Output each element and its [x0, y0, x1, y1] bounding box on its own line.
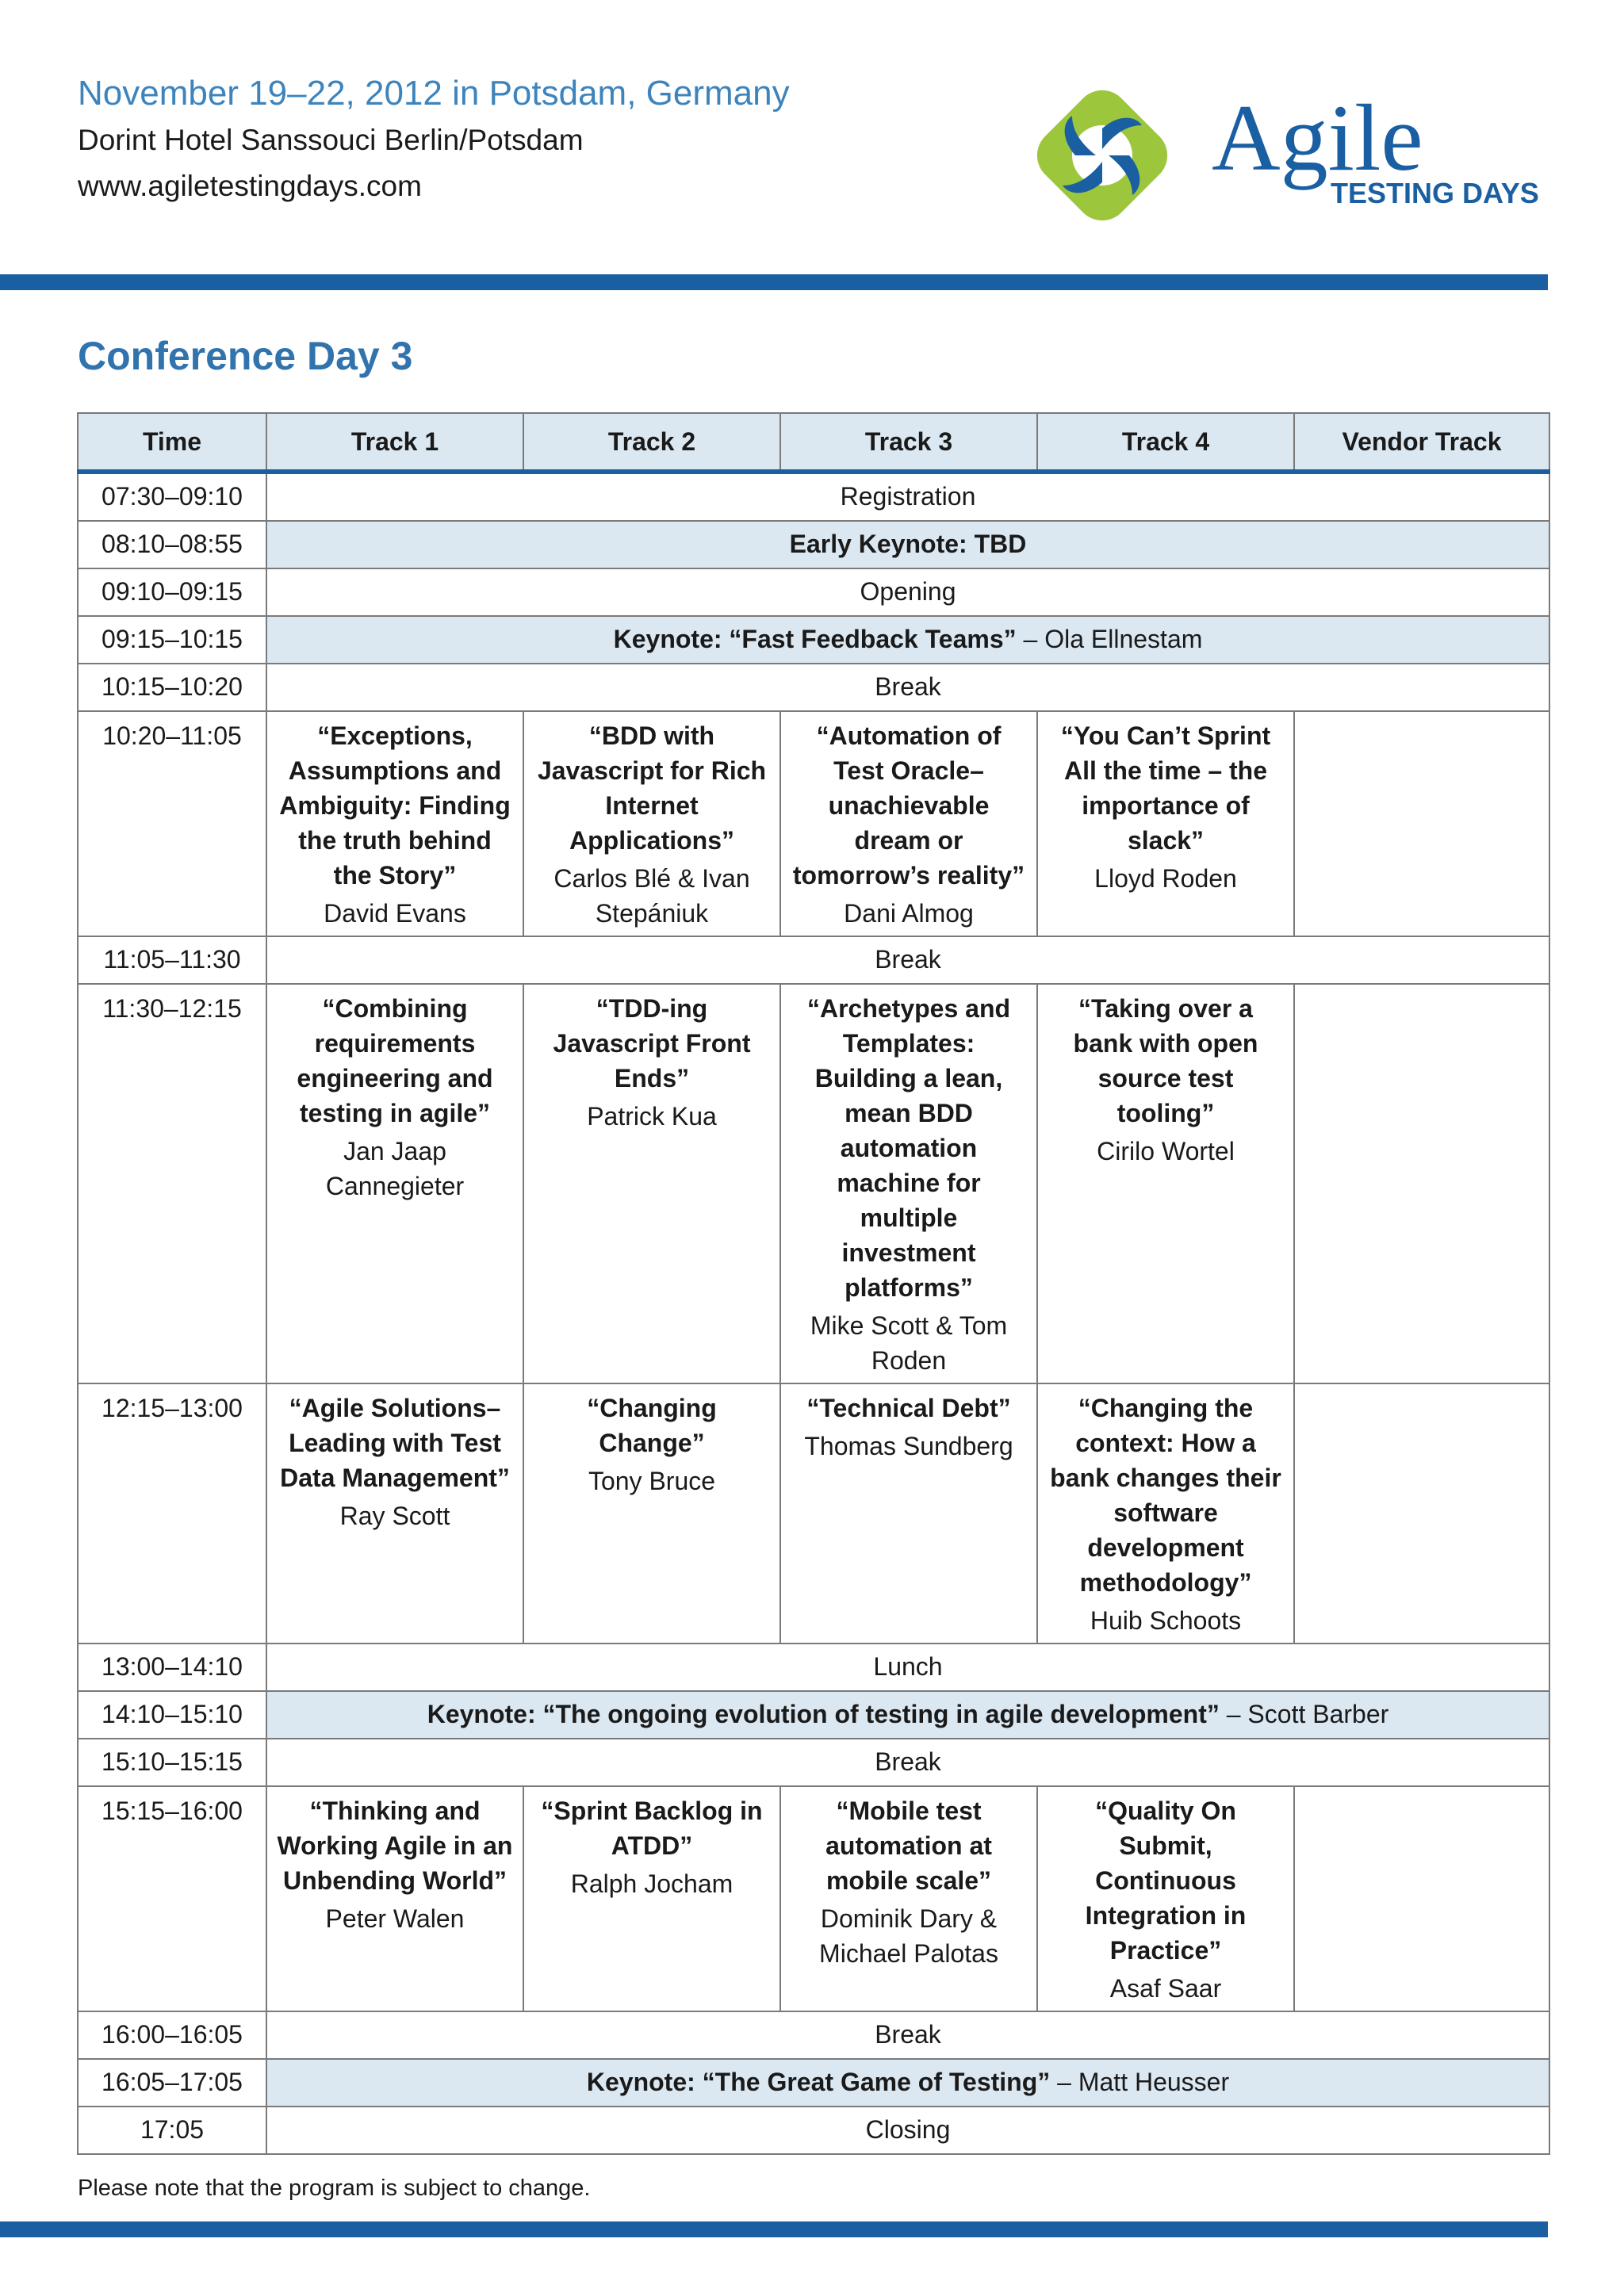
table-row	[78, 2011, 1549, 2059]
table-row	[78, 616, 1549, 664]
table-row	[78, 2107, 1549, 2154]
keynote-title: Keynote: “Fast Feedback Teams”	[613, 625, 1017, 653]
schedule-table	[77, 412, 1550, 2155]
table-row	[78, 472, 1549, 521]
talk-cell-track-1	[266, 1383, 523, 1644]
time-cell: 10:15–10:20	[78, 664, 266, 711]
talk-speaker: Huib Schoots	[1090, 1606, 1242, 1635]
talk-title: “Combining requirements engineering and testing in agile”	[297, 994, 493, 1127]
col-header-track-1: Track 1	[266, 413, 523, 472]
time-cell: 10:20–11:05	[78, 711, 266, 936]
session-cell: Opening	[266, 568, 1549, 616]
time-cell: 15:10–15:15	[78, 1739, 266, 1786]
talk-title: “BDD with Javascript for Rich Internet Applications”	[537, 721, 767, 855]
talk-speaker: David Evans	[324, 899, 466, 928]
keynote-title: Keynote: “The ongoing evolution of testing in agile development”	[427, 1700, 1220, 1728]
talk-title: “Quality On Submit, Continuous Integration in Practice”	[1085, 1797, 1247, 1965]
logo-word: Agile	[1212, 85, 1423, 190]
talk-cell-track-1	[266, 984, 523, 1383]
table-row	[78, 664, 1549, 711]
talk-cell-track-2	[523, 1383, 780, 1644]
table-row	[78, 984, 1549, 1383]
table-row	[78, 1644, 1549, 1691]
keynote-cell	[266, 1691, 1549, 1739]
time-cell: 08:10–08:55	[78, 521, 266, 568]
keynote-cell	[266, 2059, 1549, 2107]
talk-speaker: Peter Walen	[325, 1904, 465, 1933]
table-header-row	[78, 413, 1549, 472]
keynote-speaker: – Scott Barber	[1219, 1700, 1389, 1728]
talk-title: “Technical Debt”	[806, 1394, 1011, 1422]
event-website[interactable]: www.agiletestingdays.com	[78, 170, 422, 202]
keynote-title: Keynote: “The Great Game of Testing”	[586, 2068, 1051, 2096]
talk-speaker: Thomas Sundberg	[804, 1432, 1013, 1460]
break-cell: Break	[266, 936, 1549, 984]
table-row	[78, 711, 1549, 936]
talk-speaker: Patrick Kua	[587, 1102, 717, 1131]
talk-title: “TDD-ing Javascript Front Ends”	[553, 994, 751, 1093]
talk-cell-vendor-track	[1294, 1786, 1549, 2011]
footer-note: Please note that the program is subject to change.	[78, 2175, 591, 2201]
talk-speaker: Lloyd Roden	[1094, 864, 1237, 893]
time-cell: 16:00–16:05	[78, 2011, 266, 2059]
talk-cell-track-1	[266, 711, 523, 936]
time-cell: 11:30–12:15	[78, 984, 266, 1383]
page-title: Conference Day 3	[78, 334, 413, 378]
time-cell: 09:15–10:15	[78, 616, 266, 664]
time-cell: 17:05	[78, 2107, 266, 2154]
talk-cell-track-2	[523, 1786, 780, 2011]
talk-speaker: Tony Bruce	[588, 1467, 716, 1495]
talk-title: “You Can’t Sprint All the time – the importance of slack”	[1060, 721, 1271, 855]
table-row	[78, 1691, 1549, 1739]
col-header-vendor-track: Vendor Track	[1294, 413, 1549, 472]
talk-title: “Sprint Backlog in ATDD”	[541, 1797, 763, 1860]
col-header-track-4: Track 4	[1037, 413, 1294, 472]
talk-title: “Archetypes and Templates: Building a lean, mean BDD automation machine for multiple investment platforms”	[806, 994, 1011, 1302]
closing-cell: Closing	[266, 2107, 1549, 2154]
table-row	[78, 936, 1549, 984]
keynote-speaker: – Matt Heusser	[1050, 2068, 1230, 2096]
talk-cell-vendor-track	[1294, 984, 1549, 1383]
talk-title: “Automation of Test Oracle– unachievable dream or tomorrow’s reality”	[792, 721, 1025, 890]
header-divider	[0, 274, 1548, 290]
talk-title: “Changing Change”	[587, 1394, 717, 1457]
talk-cell-vendor-track	[1294, 1383, 1549, 1644]
talk-speaker: Asaf Saar	[1109, 1974, 1222, 2003]
talk-cell-track-4	[1037, 1383, 1294, 1644]
time-cell: 16:05–17:05	[78, 2059, 266, 2107]
col-header-track-3: Track 3	[780, 413, 1037, 472]
break-cell: Break	[266, 2011, 1549, 2059]
col-header-track-2: Track 2	[523, 413, 780, 472]
logo-subtitle: TESTING DAYS	[1331, 177, 1539, 209]
talk-cell-track-4	[1037, 711, 1294, 936]
agile-testing-days-logo	[1023, 76, 1578, 235]
talk-cell-track-2	[523, 984, 780, 1383]
talk-title: “Agile Solutions– Leading with Test Data Management”	[280, 1394, 510, 1492]
lunch-cell: Lunch	[266, 1644, 1549, 1691]
talk-speaker: Dominik Dary & Michael Palotas	[819, 1904, 998, 1968]
talk-cell-track-4	[1037, 984, 1294, 1383]
talk-cell-vendor-track	[1294, 711, 1549, 936]
talk-cell-track-1	[266, 1786, 523, 2011]
keynote-speaker: – Ola Ellnestam	[1016, 625, 1203, 653]
talk-title: “Changing the context: How a bank changes their software development methodology”	[1050, 1394, 1281, 1597]
footer-divider	[0, 2221, 1548, 2237]
talk-cell-track-3	[780, 1786, 1037, 2011]
talk-cell-track-4	[1037, 1786, 1294, 2011]
talk-title: “Taking over a bank with open source test tooling”	[1073, 994, 1258, 1127]
time-cell: 14:10–15:10	[78, 1691, 266, 1739]
talk-speaker: Ralph Jocham	[570, 1869, 733, 1898]
time-cell: 11:05–11:30	[78, 936, 266, 984]
talk-cell-track-3	[780, 984, 1037, 1383]
table-row	[78, 521, 1549, 568]
table-row	[78, 1383, 1549, 1644]
keynote-cell	[266, 616, 1549, 664]
table-row	[78, 568, 1549, 616]
time-cell: 09:10–09:15	[78, 568, 266, 616]
talk-cell-track-3	[780, 1383, 1037, 1644]
talk-cell-track-2	[523, 711, 780, 936]
time-cell: 13:00–14:10	[78, 1644, 266, 1691]
talk-cell-track-3	[780, 711, 1037, 936]
time-cell: 07:30–09:10	[78, 472, 266, 521]
break-cell: Break	[266, 1739, 1549, 1786]
talk-speaker: Dani Almog	[844, 899, 974, 928]
talk-speaker: Cirilo Wortel	[1097, 1137, 1235, 1165]
event-venue: Dorint Hotel Sanssouci Berlin/Potsdam	[78, 124, 584, 156]
time-cell: 12:15–13:00	[78, 1383, 266, 1644]
time-cell: 15:15–16:00	[78, 1786, 266, 2011]
col-header-time: Time	[78, 413, 266, 472]
talk-speaker: Carlos Blé & Ivan Stepániuk	[553, 864, 750, 928]
table-row	[78, 1786, 1549, 2011]
table-row	[78, 1739, 1549, 1786]
talk-speaker: Jan Jaap Cannegieter	[325, 1137, 465, 1200]
talk-title: “Exceptions, Assumptions and Ambiguity: Finding the truth behind the Story”	[279, 721, 511, 890]
session-cell: Registration	[266, 472, 1549, 521]
talk-title: “Mobile test automation at mobile scale”	[825, 1797, 992, 1895]
event-header	[78, 70, 790, 209]
talk-speaker: Mike Scott & Tom Roden	[810, 1311, 1008, 1375]
talk-speaker: Ray Scott	[339, 1502, 450, 1530]
keynote-cell: Early Keynote: TBD	[266, 521, 1549, 568]
break-cell: Break	[266, 664, 1549, 711]
table-row	[78, 2059, 1549, 2107]
event-date-location: November 19–22, 2012 in Potsdam, Germany	[78, 74, 790, 113]
talk-title: “Thinking and Working Agile in an Unbending World”	[277, 1797, 513, 1895]
